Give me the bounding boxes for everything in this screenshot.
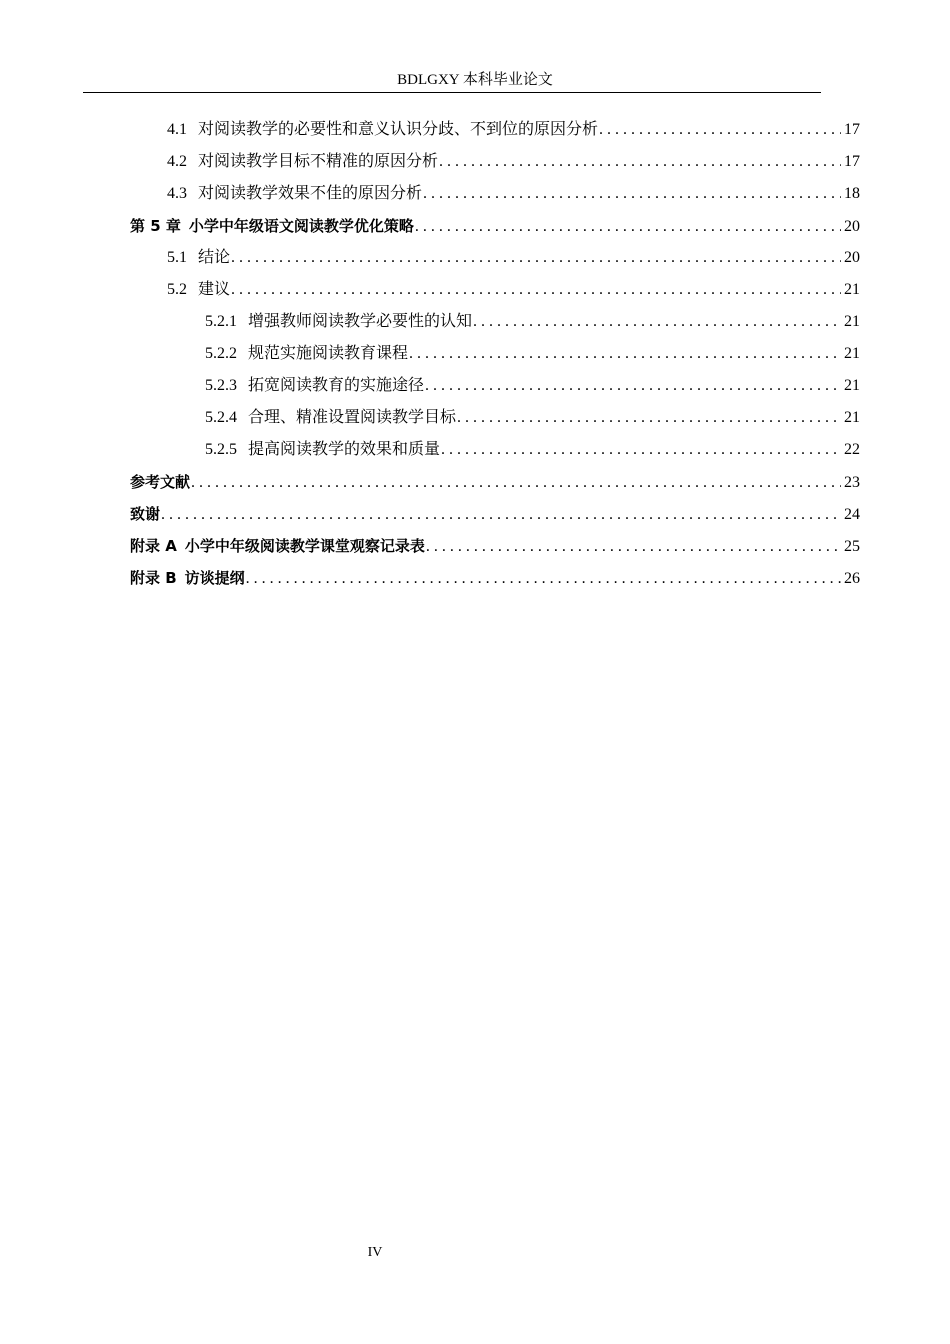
toc-entry[interactable] (167, 150, 860, 174)
toc-entry-number: 5.2.1 (205, 313, 237, 330)
toc-entry[interactable] (205, 406, 860, 430)
toc-entry-page: 21 (844, 409, 860, 426)
toc-entry-number: 4.1 (167, 121, 187, 138)
toc-dot-leader (191, 471, 841, 495)
toc-entry[interactable] (205, 342, 860, 366)
toc-dot-leader (599, 118, 841, 142)
page-number: IV (367, 1245, 383, 1260)
toc-entry-title: 对阅读教学目标不精准的原因分析 (198, 153, 439, 170)
toc-entry-chapter[interactable] (130, 214, 860, 238)
toc-entry-number: 5.2.4 (205, 409, 237, 426)
toc-dot-leader (415, 215, 841, 239)
toc-dot-leader (441, 438, 841, 462)
toc-entry-page: 21 (844, 377, 860, 394)
toc-entry-number: 5.2.2 (205, 345, 237, 362)
toc-dot-leader (473, 310, 841, 334)
toc-entry-appendix-a[interactable] (130, 534, 860, 558)
toc-entry-page: 17 (844, 153, 860, 170)
toc-entry-number: 第 5 章 (130, 217, 181, 235)
toc-entry-number: 5.2.5 (205, 441, 237, 458)
toc-entry-page: 21 (844, 313, 860, 330)
toc-entry-title: 小学中年级语文阅读教学优化策略 (188, 217, 414, 235)
toc-entry-page: 20 (844, 218, 860, 235)
toc-entry-title: 规范实施阅读教育课程 (248, 345, 409, 362)
toc-entry-page: 25 (844, 538, 860, 555)
toc-entry-title: 对阅读教学的必要性和意义认识分歧、不到位的原因分析 (198, 121, 599, 138)
toc-entry[interactable] (167, 118, 860, 142)
toc-entry-page: 22 (844, 441, 860, 458)
toc-entry-number: 5.2 (167, 281, 187, 298)
toc-entry[interactable] (167, 246, 860, 270)
toc-entry-title: 提高阅读教学的效果和质量 (248, 441, 441, 458)
toc-entry-number: 5.2.3 (205, 377, 237, 394)
toc-entry-number: 附录 A (130, 537, 177, 555)
toc-entry-page: 23 (844, 474, 860, 491)
toc-dot-leader (426, 535, 841, 559)
toc-entry-references[interactable] (130, 470, 860, 494)
toc-entry-page: 18 (844, 185, 860, 202)
toc-entry-number: 4.2 (167, 153, 187, 170)
toc-dot-leader (439, 150, 841, 174)
toc-entry[interactable] (205, 374, 860, 398)
toc-entry-number: 4.3 (167, 185, 187, 202)
toc-dot-leader (423, 182, 841, 206)
toc-entry-page: 20 (844, 249, 860, 266)
toc-entry-appendix-b[interactable] (130, 566, 860, 590)
toc-entry-number: 5.1 (167, 249, 187, 266)
toc-entry[interactable] (205, 310, 860, 334)
toc-dot-leader (425, 374, 841, 398)
toc-entry-title: 建议 (198, 281, 231, 298)
toc-entry[interactable] (167, 182, 860, 206)
toc-dot-leader (231, 278, 841, 302)
toc-entry-title: 参考文献 (130, 473, 191, 491)
toc-entry-title: 增强教师阅读教学必要性的认知 (248, 313, 473, 330)
toc-entry-page: 21 (844, 345, 860, 362)
toc-entry[interactable] (167, 278, 860, 302)
toc-entry-page: 17 (844, 121, 860, 138)
toc-entry-acknowledgements[interactable] (130, 502, 860, 526)
toc-entry-title: 结论 (198, 249, 231, 266)
toc-entry-number: 附录 B (130, 569, 177, 587)
toc-entry-page: 26 (844, 570, 860, 587)
toc-entry-page: 24 (844, 506, 860, 523)
toc-entry[interactable] (205, 438, 860, 462)
toc-entry-title: 拓宽阅读教育的实施途径 (248, 377, 425, 394)
toc-entry-title: 访谈提纲 (184, 569, 245, 587)
toc-dot-leader (246, 567, 841, 591)
header-rule (83, 92, 821, 93)
toc-dot-leader (409, 342, 841, 366)
toc-entry-title: 对阅读教学效果不佳的原因分析 (198, 185, 423, 202)
toc-entry-page: 21 (844, 281, 860, 298)
toc-entry-title: 致谢 (130, 505, 161, 523)
toc-dot-leader (457, 406, 841, 430)
toc-dot-leader (161, 503, 841, 527)
header-title: BDLGXY 本科毕业论文 (397, 72, 553, 88)
toc-entry-title: 小学中年级阅读教学课堂观察记录表 (184, 537, 425, 555)
toc-dot-leader (231, 246, 841, 270)
toc-entry-title: 合理、精准设置阅读教学目标 (248, 409, 457, 426)
